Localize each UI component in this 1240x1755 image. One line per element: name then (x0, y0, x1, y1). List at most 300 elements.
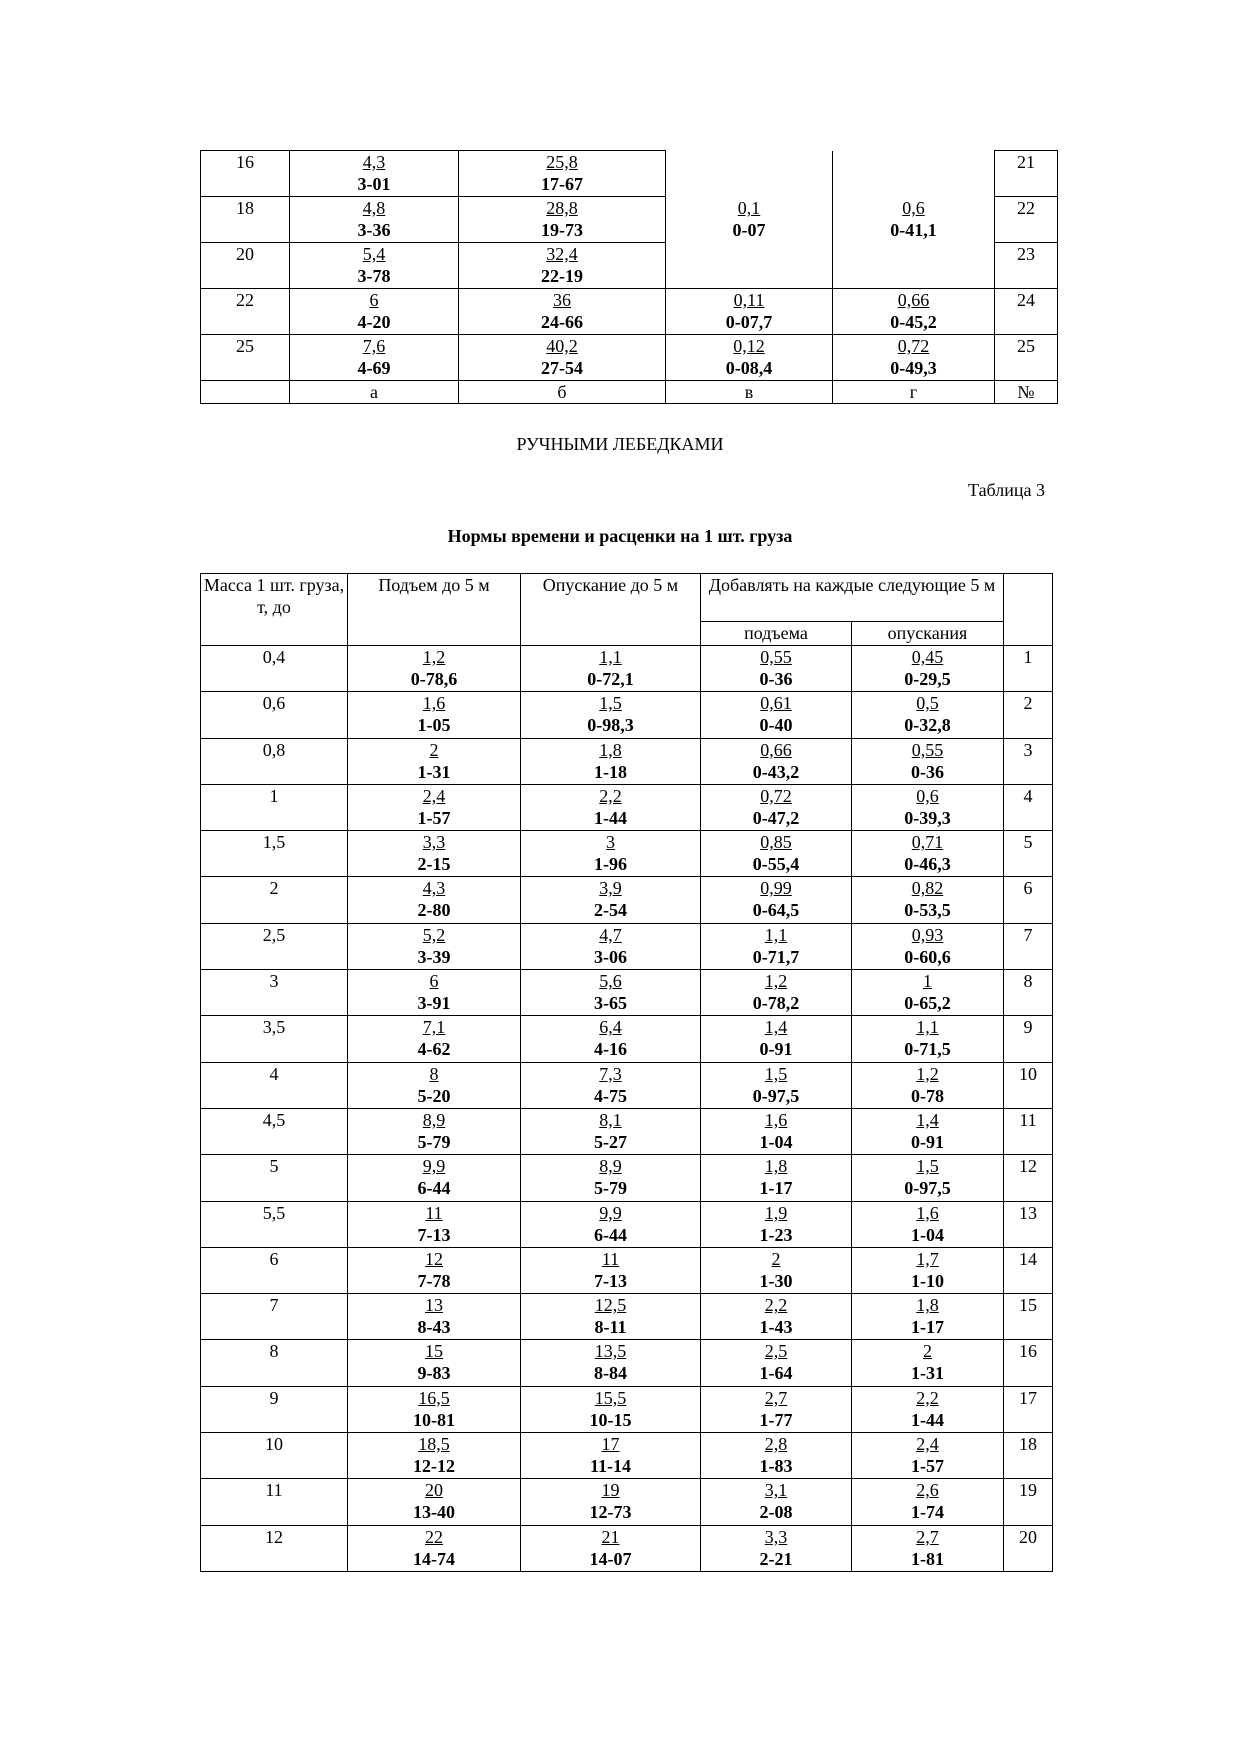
col-a-norm: 6 (369, 290, 379, 310)
add-lower-rate: 0-60,6 (904, 946, 951, 967)
lift-norm: 16,5 (418, 1387, 450, 1408)
lift-rate: 12-12 (413, 1456, 455, 1477)
manual-winch-norms-table (200, 573, 1053, 1572)
column-letter (201, 381, 290, 404)
table-row (201, 970, 1053, 1016)
table-row (201, 1433, 1053, 1479)
col-a-rate: 4-69 (357, 358, 391, 378)
add-lower-cell (852, 738, 1004, 784)
add-lower-cell (852, 692, 1004, 738)
add-lift-norm: 2 (771, 1248, 781, 1269)
add-lift-cell (701, 646, 852, 692)
lift-rate: 7-13 (417, 1224, 451, 1245)
col-a-rate: 4-20 (357, 312, 391, 332)
lift-cell (348, 831, 521, 877)
row-number-cell: 9 (1004, 1016, 1053, 1062)
add-lower-norm: 0,71 (911, 832, 944, 853)
add-lift-cell (701, 1155, 852, 1201)
header-add-lift: подъема (701, 622, 852, 646)
add-lower-cell (852, 1479, 1004, 1525)
lift-rate: 2-15 (417, 854, 451, 875)
lift-cell (348, 1479, 521, 1525)
add-lift-rate: 0-55,4 (752, 854, 800, 875)
add-lower-cell (852, 784, 1004, 830)
table-row (201, 1386, 1053, 1432)
col-a-cell (290, 197, 459, 243)
table-row (201, 1108, 1053, 1154)
table-title: Нормы времени и расценки на 1 шт. груза (447, 526, 793, 546)
mass-cell: 22 (201, 289, 290, 335)
lift-norm: 8,9 (422, 1109, 446, 1130)
add-lower-cell (852, 1155, 1004, 1201)
col-b-norm: 25,8 (546, 152, 578, 172)
lower-norm: 21 (601, 1526, 620, 1547)
lift-norm: 9,9 (422, 1156, 446, 1177)
lower-cell (521, 1016, 701, 1062)
lift-rate: 3-39 (417, 946, 451, 967)
lift-cell (348, 970, 521, 1016)
lift-cell (348, 692, 521, 738)
lower-norm: 2,2 (599, 785, 622, 806)
mass-cell: 4 (201, 1062, 348, 1108)
mass-cell: 3 (201, 970, 348, 1016)
col-a-norm: 4,3 (362, 152, 386, 172)
col-g-rate: 0-49,3 (890, 358, 937, 378)
lift-rate: 7-78 (417, 1270, 451, 1291)
table-row (201, 335, 1058, 381)
add-lift-norm: 0,55 (760, 647, 792, 667)
add-lower-cell (852, 1247, 1004, 1293)
col-b-cell (459, 289, 666, 335)
row-number-cell: 5 (1004, 831, 1053, 877)
add-lower-rate: 0-39,3 (904, 807, 951, 828)
column-letter: № (995, 381, 1058, 404)
col-a-cell (290, 335, 459, 381)
lift-cell (348, 923, 521, 969)
row-number-cell: 13 (1004, 1201, 1053, 1247)
lower-rate: 3-65 (594, 993, 627, 1014)
add-lower-rate: 0-53,5 (904, 900, 951, 921)
add-lift-norm: 0,61 (760, 693, 792, 714)
mass-cell: 2,5 (201, 923, 348, 969)
add-lower-rate: 0-32,8 (904, 715, 951, 736)
table-row (201, 646, 1053, 692)
row-number-cell: 20 (1004, 1525, 1053, 1571)
mass-cell: 4,5 (201, 1108, 348, 1154)
table-row (201, 831, 1053, 877)
lower-rate: 4-16 (594, 1039, 627, 1060)
add-lift-norm: 0,66 (760, 739, 792, 760)
add-lower-norm: 1 (923, 971, 932, 992)
add-lift-rate: 0-43,2 (752, 761, 800, 782)
add-lift-norm: 2,5 (764, 1341, 788, 1362)
add-lift-norm: 2,2 (764, 1295, 788, 1316)
table-row (201, 1062, 1053, 1108)
add-lower-norm: 2 (923, 1341, 932, 1362)
lift-norm: 2,4 (422, 785, 446, 806)
table-row (201, 1479, 1053, 1525)
lift-rate: 13-40 (413, 1502, 455, 1523)
add-lower-norm: 2,2 (916, 1387, 939, 1408)
table-row (201, 1294, 1053, 1340)
lower-rate: 1-96 (594, 854, 627, 875)
col-g-rate: 0-41,1 (890, 220, 937, 241)
lift-cell (348, 1062, 521, 1108)
lift-norm: 3,3 (422, 832, 446, 853)
add-lift-cell (701, 1340, 852, 1386)
add-lift-norm: 0,72 (760, 785, 792, 806)
add-lift-rate: 1-30 (759, 1270, 793, 1291)
lower-rate: 11-14 (589, 1456, 631, 1477)
col-v-rate: 0-08,4 (725, 358, 773, 378)
lift-norm: 12 (425, 1248, 443, 1269)
lift-rate: 10-81 (413, 1409, 455, 1430)
row-number-cell: 18 (1004, 1433, 1053, 1479)
col-a-cell (290, 243, 459, 289)
lower-norm: 3,9 (599, 878, 622, 899)
header-lift: Подъем до 5 м (348, 574, 521, 646)
row-number-cell: 15 (1004, 1294, 1053, 1340)
add-lift-rate: 0-47,2 (752, 807, 800, 828)
lower-cell (521, 831, 701, 877)
lower-norm: 7,3 (599, 1063, 622, 1084)
add-lower-norm: 1,5 (916, 1156, 939, 1177)
lower-rate: 1-18 (594, 761, 627, 782)
lower-rate: 3-06 (594, 946, 627, 967)
mass-cell: 8 (201, 1340, 348, 1386)
lift-rate: 8-43 (417, 1317, 451, 1338)
lower-cell (521, 1525, 701, 1571)
mass-cell: 0,4 (201, 646, 348, 692)
add-lower-rate: 0-29,5 (904, 669, 951, 689)
mass-cell: 0,6 (201, 692, 348, 738)
mass-cell: 2 (201, 877, 348, 923)
lift-norm: 11 (425, 1202, 443, 1223)
add-lift-rate: 0-40 (759, 715, 793, 736)
lift-rate: 1-57 (417, 807, 451, 828)
lower-cell (521, 646, 701, 692)
add-lower-cell (852, 1340, 1004, 1386)
section-caption: РУЧНЫМИ ЛЕБЕДКАМИ (516, 434, 724, 454)
lower-rate: 12-73 (589, 1502, 632, 1523)
add-lower-norm: 1,1 (916, 1017, 939, 1038)
add-lower-norm: 0,5 (916, 693, 939, 714)
lift-rate: 5-79 (417, 1131, 451, 1152)
lower-rate: 8-11 (594, 1317, 627, 1338)
row-number-cell: 3 (1004, 738, 1053, 784)
column-letters-row (201, 381, 1058, 404)
add-lift-cell (701, 1247, 852, 1293)
mass-cell: 6 (201, 1247, 348, 1293)
lower-rate: 7-13 (594, 1270, 627, 1291)
add-lift-cell (701, 1433, 852, 1479)
add-lift-cell (701, 1294, 852, 1340)
lower-norm: 1,5 (599, 693, 622, 714)
row-number-cell: 10 (1004, 1062, 1053, 1108)
mass-cell: 5 (201, 1155, 348, 1201)
lower-rate: 10-15 (589, 1409, 632, 1430)
row-number-cell: 2 (1004, 692, 1053, 738)
lift-rate: 14-74 (413, 1548, 455, 1569)
col-b-rate: 27-54 (541, 358, 583, 378)
add-lower-rate: 0-97,5 (904, 1178, 951, 1199)
mass-cell: 0,8 (201, 738, 348, 784)
lower-norm: 8,1 (599, 1109, 622, 1130)
row-number-cell: 7 (1004, 923, 1053, 969)
col-v-rate: 0-07,7 (725, 312, 773, 332)
mass-cell: 18 (201, 197, 290, 243)
row-number-cell: 12 (1004, 1155, 1053, 1201)
add-lower-rate: 0-36 (911, 761, 944, 782)
col-g-norm: 0,66 (897, 290, 930, 310)
lift-cell (348, 1201, 521, 1247)
add-lift-rate: 1-77 (759, 1409, 793, 1430)
lower-rate: 14-07 (589, 1548, 632, 1569)
add-lower-norm: 0,82 (911, 878, 944, 899)
lower-rate: 1-44 (594, 807, 627, 828)
col-b-rate: 24-66 (541, 312, 583, 332)
lift-cell (348, 1340, 521, 1386)
lift-rate: 3-91 (417, 993, 451, 1014)
continued-norms-table (200, 150, 1058, 404)
header-number (1004, 574, 1053, 646)
mass-cell: 5,5 (201, 1201, 348, 1247)
lower-rate: 0-72,1 (587, 669, 634, 689)
add-lift-cell (701, 1479, 852, 1525)
lift-norm: 22 (425, 1526, 443, 1547)
add-lift-rate: 1-43 (759, 1317, 793, 1338)
add-lower-rate: 1-31 (911, 1363, 944, 1384)
add-lower-cell (852, 1016, 1004, 1062)
lift-norm: 1,2 (422, 647, 446, 667)
header-add: Добавлять на каждые следующие 5 м (701, 574, 1004, 622)
add-lower-norm: 2,4 (916, 1434, 939, 1455)
add-lift-norm: 0,99 (760, 878, 792, 899)
col-v-norm: 0,11 (733, 290, 765, 310)
add-lower-norm: 0,6 (916, 785, 939, 806)
lower-cell (521, 1433, 701, 1479)
lower-cell (521, 1201, 701, 1247)
col-g-norm: 0,6 (902, 198, 925, 219)
lower-cell (521, 1340, 701, 1386)
table-row (201, 1525, 1053, 1571)
lift-rate: 5-20 (417, 1085, 451, 1106)
add-lower-cell (852, 970, 1004, 1016)
add-lift-rate: 2-08 (759, 1502, 793, 1523)
add-lower-cell (852, 1525, 1004, 1571)
lower-norm: 19 (601, 1480, 620, 1501)
col-g-cell (833, 335, 995, 381)
row-number-cell: 25 (995, 335, 1058, 381)
lower-norm: 4,7 (599, 924, 622, 945)
col-v-norm: 0,12 (733, 336, 765, 356)
table-row (201, 877, 1053, 923)
add-lower-rate: 1-44 (911, 1409, 944, 1430)
lower-norm: 12,5 (594, 1295, 627, 1316)
lower-cell (521, 877, 701, 923)
col-v-cell (666, 289, 833, 335)
add-lower-rate: 0-78 (911, 1085, 944, 1106)
row-number-cell: 21 (995, 151, 1058, 197)
lift-norm: 13 (425, 1295, 443, 1316)
lift-rate: 0-78,6 (410, 669, 458, 689)
add-lift-cell (701, 970, 852, 1016)
lower-cell (521, 1108, 701, 1154)
add-lower-norm: 1,4 (916, 1109, 939, 1130)
add-lower-norm: 2,7 (916, 1526, 939, 1547)
lower-norm: 11 (601, 1248, 620, 1269)
col-g-norm: 0,72 (897, 336, 930, 356)
column-letter: б (459, 381, 666, 404)
add-lift-norm: 2,7 (764, 1387, 788, 1408)
lift-norm: 20 (425, 1480, 443, 1501)
add-lower-norm: 1,8 (916, 1295, 939, 1316)
add-lift-norm: 1,9 (764, 1202, 788, 1223)
col-b-norm: 40,2 (546, 336, 578, 356)
lower-cell (521, 1294, 701, 1340)
col-a-rate: 3-78 (357, 266, 391, 286)
lift-rate: 1-05 (417, 715, 451, 736)
add-lift-cell (701, 877, 852, 923)
row-number-cell: 19 (1004, 1479, 1053, 1525)
add-lift-cell (701, 1016, 852, 1062)
lower-norm: 8,9 (599, 1156, 622, 1177)
col-a-cell (290, 289, 459, 335)
add-lower-rate: 1-57 (911, 1456, 944, 1477)
lift-cell (348, 1108, 521, 1154)
lift-norm: 2 (429, 739, 439, 760)
add-lift-norm: 3,3 (764, 1526, 788, 1547)
lower-norm: 1,8 (599, 739, 622, 760)
header-lower: Опускание до 5 м (521, 574, 701, 646)
add-lift-cell (701, 923, 852, 969)
lower-rate: 4-75 (594, 1085, 627, 1106)
add-lower-rate: 1-10 (911, 1270, 944, 1291)
table-row (201, 1016, 1053, 1062)
lift-norm: 6 (429, 971, 439, 992)
lower-cell (521, 692, 701, 738)
row-number-cell: 17 (1004, 1386, 1053, 1432)
add-lift-rate: 1-17 (759, 1178, 793, 1199)
table-row (201, 151, 1058, 197)
column-letter: в (666, 381, 833, 404)
lower-cell (521, 970, 701, 1016)
add-lower-cell (852, 1062, 1004, 1108)
lift-cell (348, 646, 521, 692)
col-a-norm: 5,4 (362, 244, 386, 264)
col-b-cell (459, 243, 666, 289)
header-add-lower: опускания (852, 622, 1004, 646)
add-lower-norm: 1,2 (916, 1063, 939, 1084)
add-lift-norm: 2,8 (764, 1434, 788, 1455)
col-b-cell (459, 151, 666, 197)
lower-rate: 5-79 (594, 1178, 627, 1199)
add-lower-cell (852, 877, 1004, 923)
lift-norm: 15 (425, 1341, 443, 1362)
lift-rate: 6-44 (417, 1178, 451, 1199)
col-a-rate: 3-36 (357, 220, 391, 240)
add-lift-norm: 3,1 (764, 1480, 788, 1501)
lift-norm: 4,3 (422, 878, 446, 899)
add-lift-cell (701, 1525, 852, 1571)
add-lift-rate: 1-64 (759, 1363, 793, 1384)
table-row (201, 1247, 1053, 1293)
add-lift-rate: 0-97,5 (752, 1085, 800, 1106)
lower-cell (521, 1247, 701, 1293)
table-row (201, 1201, 1053, 1247)
lift-rate: 2-80 (417, 900, 451, 921)
lower-rate: 6-44 (594, 1224, 627, 1245)
col-v-merged-cell (666, 151, 833, 289)
add-lower-cell (852, 646, 1004, 692)
add-lift-norm: 1,6 (764, 1109, 788, 1130)
mass-cell: 9 (201, 1386, 348, 1432)
table-row (201, 738, 1053, 784)
add-lift-cell (701, 1201, 852, 1247)
lift-rate: 9-83 (417, 1363, 451, 1384)
col-b-rate: 22-19 (541, 266, 583, 286)
lower-rate: 8-84 (594, 1363, 627, 1384)
add-lower-rate: 0-71,5 (904, 1039, 951, 1060)
lower-cell (521, 923, 701, 969)
lift-norm: 8 (429, 1063, 439, 1084)
lift-norm: 5,2 (422, 924, 446, 945)
lower-cell (521, 1386, 701, 1432)
lower-norm: 17 (601, 1434, 620, 1455)
col-b-cell (459, 197, 666, 243)
table-row (201, 784, 1053, 830)
col-v-rate: 0-07 (732, 220, 766, 241)
lift-norm: 1,6 (422, 693, 446, 714)
add-lower-cell (852, 1201, 1004, 1247)
add-lift-norm: 1,5 (764, 1063, 788, 1084)
add-lift-cell (701, 1386, 852, 1432)
add-lower-rate: 0-91 (911, 1131, 944, 1152)
lower-rate: 2-54 (594, 900, 627, 921)
mass-cell: 12 (201, 1525, 348, 1571)
add-lower-norm: 1,7 (916, 1248, 939, 1269)
lift-rate: 4-62 (417, 1039, 451, 1060)
row-number-cell: 11 (1004, 1108, 1053, 1154)
add-lift-norm: 1,4 (764, 1017, 788, 1038)
lift-cell (348, 1386, 521, 1432)
add-lift-norm: 1,2 (764, 971, 788, 992)
mass-cell: 1,5 (201, 831, 348, 877)
lift-cell (348, 1433, 521, 1479)
add-lower-norm: 2,6 (916, 1480, 939, 1501)
row-number-cell: 23 (995, 243, 1058, 289)
lift-norm: 7,1 (422, 1017, 446, 1038)
lift-cell (348, 738, 521, 784)
col-b-norm: 36 (553, 290, 571, 310)
add-lower-cell (852, 831, 1004, 877)
col-g-merged-cell (833, 151, 995, 289)
add-lift-rate: 1-83 (759, 1456, 793, 1477)
add-lift-norm: 1,8 (764, 1156, 788, 1177)
col-b-cell (459, 335, 666, 381)
lower-norm: 5,6 (599, 971, 622, 992)
header-mass: Масса 1 шт. груза, т, до (201, 574, 348, 646)
col-a-cell (290, 151, 459, 197)
add-lift-rate: 0-36 (759, 669, 793, 689)
add-lower-rate: 1-17 (911, 1317, 944, 1338)
add-lower-norm: 1,6 (916, 1202, 939, 1223)
mass-cell: 16 (201, 151, 290, 197)
add-lower-norm: 0,45 (911, 647, 944, 667)
table-row (201, 289, 1058, 335)
lower-cell (521, 784, 701, 830)
lower-cell (521, 1155, 701, 1201)
